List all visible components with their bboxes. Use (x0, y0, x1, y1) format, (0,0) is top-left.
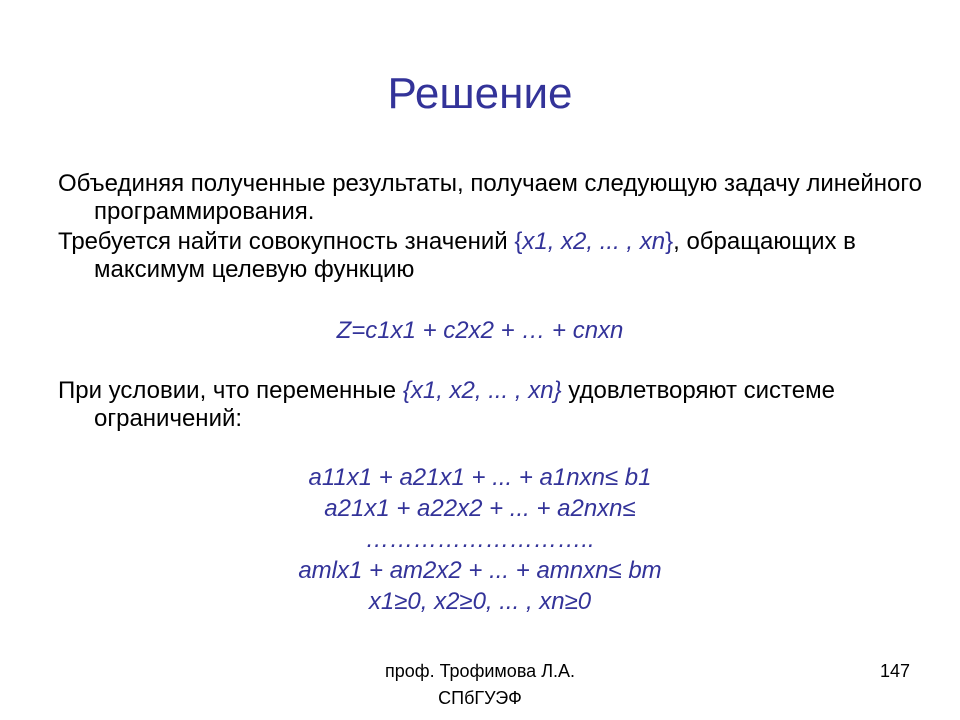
requirement-text-before: Требуется найти совокупность значений (58, 228, 515, 255)
brace-close: } (665, 228, 674, 255)
condition-text-before: При условии, что переменные (58, 377, 403, 404)
objective-function: Z=c1x1 + c2x2 + … + cnxn (336, 317, 624, 344)
paragraph-requirement (58, 228, 934, 284)
condition-variables-set: {x1, x2, ... , xn} (402, 377, 562, 404)
footer-author (370, 658, 590, 712)
constraint-line: a21x1 + a22x2 + ... + a2nxn≤ (324, 495, 636, 522)
brace-open: { (514, 228, 523, 255)
footer-institution: СПбГУЭФ (438, 688, 522, 708)
variables-set: x1, x2, ... , xn (522, 228, 666, 255)
condition-text-after: удовлетворяют системе ограничений: (94, 377, 835, 432)
footer-author-name: проф. Трофимова Л.А. (384, 661, 576, 681)
paragraph-intro: Объединяя полученные результаты, получаем следующую задачу линейного программирования. (58, 170, 922, 225)
page-number: 147 (879, 661, 910, 681)
constraint-line: amlx1 + am2x2 + ... + amnxn≤ bm (298, 557, 662, 584)
requirement-text-after: , обращающих в максимум целевую функцию (94, 228, 856, 283)
constraint-ellipsis-line: ……………………….. (365, 526, 595, 553)
slide-title: Решение (387, 69, 573, 118)
constraint-line: a11x1 + a21x1 + ... + a1nxn≤ b1 (308, 464, 652, 491)
nonnegativity-constraint: x1≥0, x2≥0, ... , xn≥0 (368, 588, 592, 615)
paragraph-condition (58, 377, 934, 433)
